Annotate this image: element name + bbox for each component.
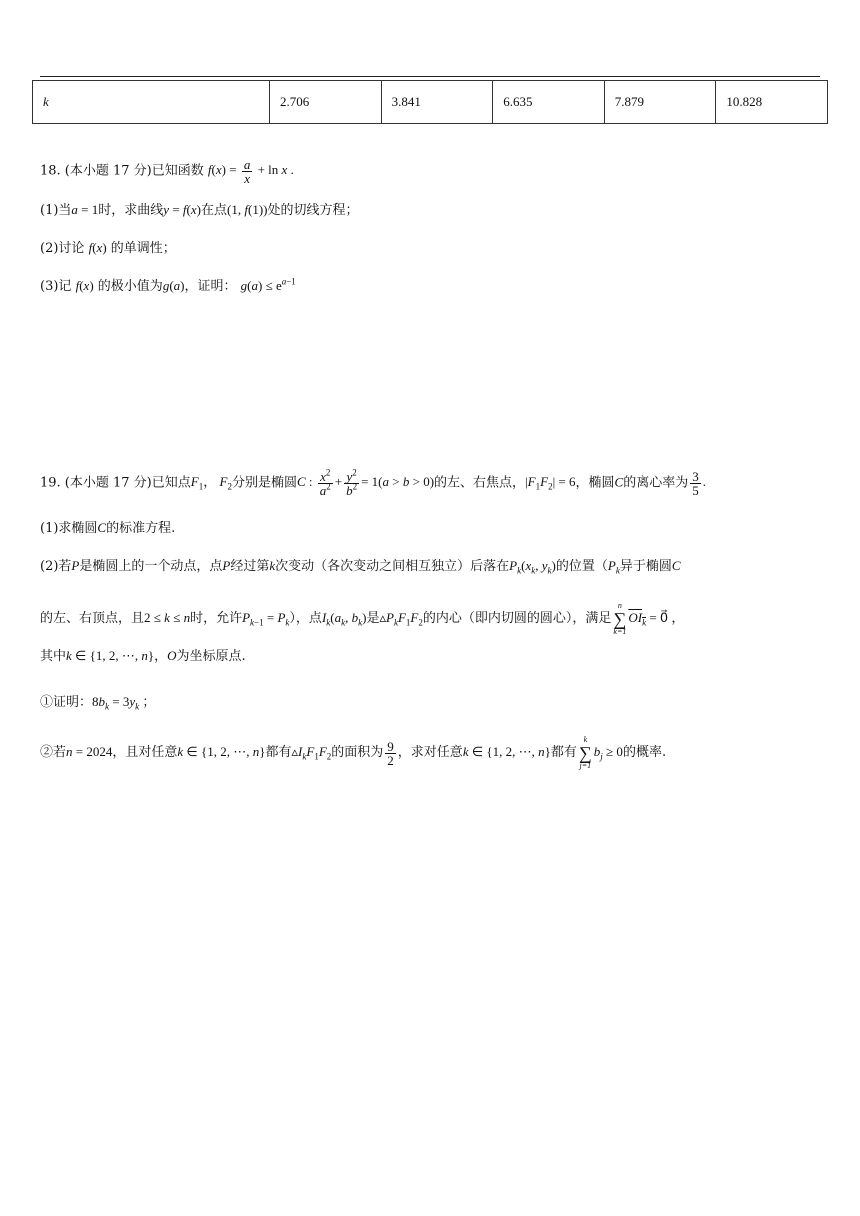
- q19-sub2-text: ，求对任意: [397, 744, 463, 760]
- q19-sub2-text: 的面积为: [331, 744, 384, 760]
- q18-function: f(x) = $\frac{a}{x}$ + ln x .: [207, 157, 294, 186]
- q19-part2-text: 次变动（各次变动之间相互独立）后落在: [275, 559, 510, 574]
- q18-head: 18. (本小题 17 分)已知函数: [40, 163, 204, 179]
- q18-part2: (2)讨论 f(x) 的单调性；: [40, 240, 176, 256]
- q19-sub1: ①证明：$8b_k = 3y_k$ ；: [40, 694, 156, 712]
- q19-sub2-text: 的概率.: [622, 744, 667, 760]
- q19-stem: 19. (本小题 17 分)已知点$F_1$， $F_2$分别是椭圆C : $\frac{x^2}{a^2}$ + $\frac{y^2}{b^2}$ = 1(a > b > 0)的左、右焦点，$|F_1F_2| = 6$，椭圆C的离心率为 $\frac{3}{5}$ .: [40, 467, 706, 498]
- q19-part1-text: (1)求椭圆: [40, 521, 98, 536]
- q19-part2-text: 为坐标原点.: [176, 649, 246, 664]
- table-row-label: k: [33, 81, 270, 124]
- q19-part2-text: 是椭圆上的一个动点，点: [79, 559, 223, 574]
- top-rule: [40, 76, 820, 77]
- q19-part2-text: 的位置（: [555, 559, 608, 574]
- q19-part2-text: 的左、右顶点，且: [40, 610, 145, 626]
- q18-part1-text: 时，求曲线: [98, 203, 164, 218]
- table-cell: 10.828: [716, 81, 828, 124]
- q18-part1: (1)当a = 1时，求曲线y = f(x)在点(1, f(1))处的切线方程；: [40, 202, 359, 218]
- q18-stem: [40, 158, 294, 185]
- table-cell: 6.635: [493, 81, 605, 124]
- critical-value-table: [32, 80, 828, 124]
- q19-part2-line2: 的左、右顶点，且2 ≤ k ≤ n时，允许$P_{k-1} = P_k$），点$I_k(a_k$, $b_k$)是$▵P_kF_1F_2$的内心（即内切圆的圆心），满足 n ∑ k=1 $OI_k$ = 0⃗ ，: [40, 601, 685, 636]
- q18-part3: (3)记 f(x) 的极小值为g(a)，证明： $g(a) \le e^{a-1}$: [40, 276, 296, 294]
- q18-part3-text: 的极小值为: [97, 279, 163, 294]
- q19-part2-text: (2)若: [40, 559, 72, 574]
- q19-part2-text: ，: [154, 649, 168, 664]
- table-row: [33, 81, 828, 124]
- q19-sub2-text: 都有: [265, 744, 292, 760]
- table-cell: 7.879: [604, 81, 716, 124]
- q19-part1: (1)求椭圆C的标准方程.: [40, 520, 176, 536]
- q19-part2-text: 异于椭圆: [619, 559, 672, 574]
- q19-text: 分别是椭圆: [231, 475, 297, 491]
- q19-part2-text: 的内心（即内切圆的圆心），满足: [422, 610, 612, 626]
- table-cell: 2.706: [270, 81, 382, 124]
- q18-part2-text: 的单调性；: [110, 241, 176, 256]
- q19-sub1-text: ①证明：: [40, 695, 93, 710]
- q19-sub2: ②若n = 2024，且对任意k ∈ {1, 2, ⋯, n}都有$▵I_kF_1F_2$的面积为 $\frac{9}{2}$ ，求对任意k ∈ {1, 2, ⋯, n}都有 k ∑ j=1 $b_j \ge 0$的概率.: [40, 735, 667, 770]
- q19-text: ，椭圆: [575, 475, 615, 491]
- q18-part1-text: 在点: [201, 203, 228, 218]
- q19-sub2-text: 都有: [550, 744, 577, 760]
- table-cell: 3.841: [381, 81, 493, 124]
- q19-head: 19. (本小题 17 分)已知点: [40, 475, 191, 491]
- q19-part2-line3: 其中k ∈ {1, 2, ⋯, n}，O为坐标原点.: [40, 648, 246, 664]
- q18-part1-text: 处的切线方程；: [267, 203, 359, 218]
- q19-part2-text: 时，允许: [190, 610, 243, 626]
- q19-part2-line1: (2)若P是椭圆上的一个动点，点P经过第k次变动（各次变动之间相互独立）后落在$P_k(x_k$, $y_k$)的位置（$P_k$异于椭圆C: [40, 558, 681, 576]
- q18-part3-text: (3)记: [40, 279, 72, 294]
- q19-part2-text: 是: [366, 610, 380, 626]
- q18-part2-text: (2)讨论: [40, 241, 85, 256]
- q19-sub2-text: ，且对任意: [112, 744, 178, 760]
- q18-part3-text: ，证明：: [184, 279, 237, 294]
- q19-part1-text: 的标准方程.: [106, 521, 176, 536]
- q19-part2-text: ），点: [289, 610, 322, 626]
- q19-text: 的左、右焦点，: [434, 475, 526, 491]
- q19-part2-text: 其中: [40, 649, 67, 664]
- q18-part1-text: (1)当: [40, 203, 72, 218]
- q19-sub2-text: ②若: [40, 744, 67, 760]
- q19-text: 的离心率为: [623, 475, 689, 491]
- q19-part2-text: 经过第: [230, 559, 270, 574]
